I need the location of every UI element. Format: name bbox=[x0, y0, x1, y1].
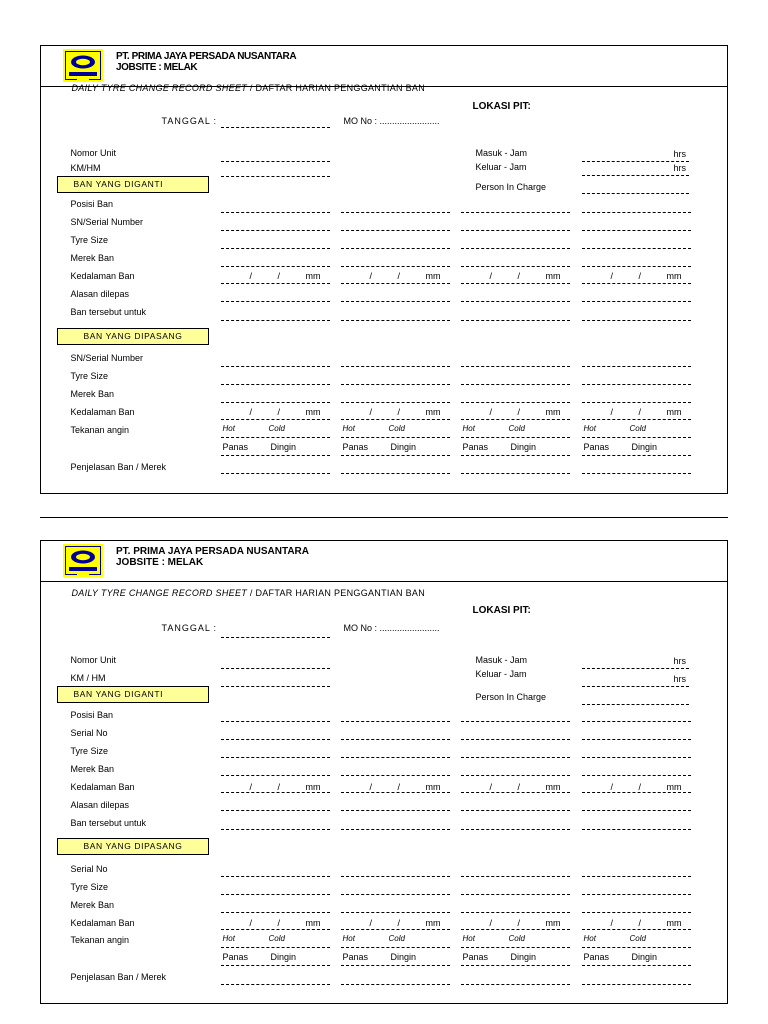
installed-depth-slash-2-col-2: / bbox=[397, 406, 401, 417]
panas-dingin-field-col-1[interactable] bbox=[221, 965, 330, 966]
panas-label-col-2: Panas bbox=[342, 951, 369, 962]
removed-depth-slash-1-col-2: / bbox=[369, 270, 373, 281]
removed-merek-ban-label: Merek Ban bbox=[70, 763, 115, 774]
keluar-jam-label: Keluar - Jam bbox=[475, 668, 527, 679]
masuk-jam-field[interactable] bbox=[582, 668, 689, 669]
installed-serial-number-label: SN/Serial Number bbox=[70, 352, 144, 363]
installed-depth-slash-1-col-3: / bbox=[489, 917, 493, 928]
lokasi-pit-label: LOKASI PIT: bbox=[472, 604, 531, 616]
hot-label-col-2: Hot bbox=[342, 423, 355, 433]
removed-merek-ban-label: Merek Ban bbox=[70, 252, 115, 263]
installed-tyre-size-label: Tyre Size bbox=[70, 881, 109, 892]
tyre-change-form bbox=[40, 540, 728, 1004]
tekanan-angin-field-col-4[interactable] bbox=[582, 947, 691, 948]
posisi-ban-field-col-1[interactable] bbox=[221, 212, 330, 213]
removed-serial-number-field-col-3[interactable] bbox=[461, 230, 570, 231]
removed-tyre-size-field-col-3[interactable] bbox=[461, 248, 570, 249]
form-header bbox=[41, 46, 727, 87]
alasan-dilepas-field-col-3[interactable] bbox=[461, 301, 570, 302]
installed-depth-mm-unit-col-4: mm bbox=[666, 917, 682, 928]
ban-tersebut-untuk-field-col-1[interactable] bbox=[221, 320, 330, 321]
panas-dingin-field-col-2[interactable] bbox=[341, 455, 450, 456]
dingin-label-col-1: Dingin bbox=[270, 951, 297, 962]
posisi-ban-field-col-4[interactable] bbox=[582, 212, 691, 213]
installed-depth-mm-unit-col-1: mm bbox=[305, 406, 321, 417]
hot-label-col-4: Hot bbox=[583, 423, 596, 433]
removed-tyre-size-field-col-2[interactable] bbox=[341, 248, 450, 249]
installed-serial-number-field-col-2[interactable] bbox=[341, 366, 450, 367]
installed-tyre-size-field-col-1[interactable] bbox=[221, 384, 330, 385]
dingin-label-col-2: Dingin bbox=[390, 951, 417, 962]
installed-merek-ban-label: Merek Ban bbox=[70, 388, 115, 399]
subtitle-english: DAILY TYRE CHANGE RECORD SHEET bbox=[71, 587, 248, 598]
keluar-jam-field[interactable] bbox=[582, 686, 689, 687]
dingin-label-col-3: Dingin bbox=[510, 441, 537, 452]
keluar-jam-label: Keluar - Jam bbox=[475, 161, 527, 172]
nomor-unit-field[interactable] bbox=[221, 161, 330, 162]
alasan-dilepas-field-col-1[interactable] bbox=[221, 301, 330, 302]
km-hm-field[interactable] bbox=[221, 686, 330, 687]
penjelasan-ban-merek-label: Penjelasan Ban / Merek bbox=[70, 971, 167, 982]
installed-merek-ban-field-col-1[interactable] bbox=[221, 912, 330, 913]
ban-tersebut-untuk-field-col-3[interactable] bbox=[461, 829, 570, 830]
mo-number-field[interactable]: MO No : ........................ bbox=[343, 115, 440, 126]
alasan-dilepas-field-col-2[interactable] bbox=[341, 810, 450, 811]
installed-serial-number-label: Serial No bbox=[70, 863, 108, 874]
installed-kedalaman-ban-field-col-4[interactable] bbox=[582, 929, 691, 930]
company-info bbox=[116, 546, 309, 568]
posisi-ban-field-col-2[interactable] bbox=[341, 212, 450, 213]
form-header bbox=[41, 541, 727, 582]
penjelasan-field-col-3[interactable] bbox=[461, 473, 570, 474]
tekanan-angin-field-col-3[interactable] bbox=[461, 437, 570, 438]
installed-depth-slash-1-col-2: / bbox=[369, 406, 373, 417]
removed-depth-slash-2-col-1: / bbox=[277, 781, 281, 792]
panas-label-col-4: Panas bbox=[583, 951, 610, 962]
panas-dingin-field-col-2[interactable] bbox=[341, 965, 450, 966]
installed-tyre-size-field-col-2[interactable] bbox=[341, 894, 450, 895]
tekanan-angin-field-col-2[interactable] bbox=[341, 947, 450, 948]
removed-depth-slash-1-col-4: / bbox=[610, 781, 614, 792]
posisi-ban-label: Posisi Ban bbox=[70, 198, 114, 209]
installed-merek-ban-field-col-2[interactable] bbox=[341, 912, 450, 913]
installed-tyre-size-label: Tyre Size bbox=[70, 370, 109, 381]
alasan-dilepas-field-col-4[interactable] bbox=[582, 810, 691, 811]
dingin-label-col-4: Dingin bbox=[631, 951, 658, 962]
removed-merek-ban-field-col-3[interactable] bbox=[461, 775, 570, 776]
removed-kedalaman-ban-label: Kedalaman Ban bbox=[70, 781, 135, 792]
cold-label-col-1: Cold bbox=[268, 423, 285, 433]
removed-kedalaman-ban-field-col-1[interactable] bbox=[221, 283, 330, 284]
removed-serial-number-field-col-4[interactable] bbox=[582, 739, 691, 740]
posisi-ban-field-col-3[interactable] bbox=[461, 721, 570, 722]
penjelasan-field-col-3[interactable] bbox=[461, 984, 570, 985]
subtitle-english: DAILY TYRE CHANGE RECORD SHEET bbox=[71, 82, 248, 93]
dingin-label-col-2: Dingin bbox=[390, 441, 417, 452]
removed-merek-ban-field-col-2[interactable] bbox=[341, 266, 450, 267]
removed-depth-slash-1-col-1: / bbox=[249, 270, 253, 281]
lokasi-pit-label: LOKASI PIT: bbox=[472, 100, 531, 112]
panas-label-col-2: Panas bbox=[342, 441, 369, 452]
installed-depth-mm-unit-col-1: mm bbox=[305, 917, 321, 928]
removed-merek-ban-field-col-4[interactable] bbox=[582, 775, 691, 776]
panas-dingin-field-col-1[interactable] bbox=[221, 455, 330, 456]
ban-tersebut-untuk-field-col-1[interactable] bbox=[221, 829, 330, 830]
removed-depth-slash-2-col-3: / bbox=[517, 781, 521, 792]
removed-depth-mm-unit-col-4: mm bbox=[666, 781, 682, 792]
installed-kedalaman-ban-field-col-2[interactable] bbox=[341, 419, 450, 420]
installed-depth-mm-unit-col-4: mm bbox=[666, 406, 682, 417]
removed-depth-slash-1-col-3: / bbox=[489, 270, 493, 281]
subtitle-indonesian: DAFTAR HARIAN PENGGANTIAN BAN bbox=[255, 82, 426, 93]
hot-label-col-2: Hot bbox=[342, 933, 355, 943]
person-in-charge-field[interactable] bbox=[582, 193, 689, 194]
form-subtitle bbox=[72, 83, 426, 93]
subtitle-separator: / bbox=[247, 82, 256, 93]
tyre-change-form bbox=[40, 45, 728, 494]
installed-depth-slash-1-col-3: / bbox=[489, 406, 493, 417]
installed-kedalaman-ban-field-col-1[interactable] bbox=[221, 929, 330, 930]
installed-merek-ban-field-col-2[interactable] bbox=[341, 402, 450, 403]
installed-tyre-size-field-col-4[interactable] bbox=[582, 384, 691, 385]
jobsite: JOBSITE : MELAK bbox=[116, 557, 204, 568]
removed-depth-slash-2-col-2: / bbox=[397, 270, 401, 281]
removed-depth-mm-unit-col-3: mm bbox=[545, 781, 561, 792]
installed-depth-slash-2-col-1: / bbox=[277, 917, 281, 928]
person-in-charge-label: Person In Charge bbox=[475, 181, 547, 192]
removed-depth-slash-2-col-1: / bbox=[277, 270, 281, 281]
removed-depth-slash-1-col-4: / bbox=[610, 270, 614, 281]
installed-serial-number-field-col-1[interactable] bbox=[221, 876, 330, 877]
mo-number-field[interactable]: MO No : ........................ bbox=[343, 622, 440, 633]
cold-label-col-4: Cold bbox=[629, 933, 646, 943]
section-ban-dipasang: BAN YANG DIPASANG bbox=[57, 838, 209, 855]
removed-depth-mm-unit-col-1: mm bbox=[305, 270, 321, 281]
panas-label-col-1: Panas bbox=[222, 441, 249, 452]
removed-depth-slash-1-col-1: / bbox=[249, 781, 253, 792]
company-info bbox=[116, 51, 296, 73]
installed-merek-ban-field-col-4[interactable] bbox=[582, 912, 691, 913]
nomor-unit-field[interactable] bbox=[221, 668, 330, 669]
ban-tersebut-untuk-field-col-4[interactable] bbox=[582, 829, 691, 830]
km-hm-label: KM / HM bbox=[70, 672, 106, 683]
removed-depth-slash-2-col-4: / bbox=[638, 270, 642, 281]
posisi-ban-field-col-1[interactable] bbox=[221, 721, 330, 722]
cold-label-col-2: Cold bbox=[388, 933, 405, 943]
removed-merek-ban-field-col-4[interactable] bbox=[582, 266, 691, 267]
removed-depth-slash-2-col-3: / bbox=[517, 270, 521, 281]
installed-depth-mm-unit-col-3: mm bbox=[545, 406, 561, 417]
installed-merek-ban-field-col-3[interactable] bbox=[461, 402, 570, 403]
cold-label-col-3: Cold bbox=[508, 423, 525, 433]
tanggal-colon: : bbox=[213, 115, 217, 126]
penjelasan-field-col-2[interactable] bbox=[341, 473, 450, 474]
installed-merek-ban-field-col-4[interactable] bbox=[582, 402, 691, 403]
cold-label-col-4: Cold bbox=[629, 423, 646, 433]
removed-tyre-size-field-col-3[interactable] bbox=[461, 757, 570, 758]
penjelasan-field-col-2[interactable] bbox=[341, 984, 450, 985]
keluar-jam-field[interactable] bbox=[582, 175, 689, 176]
removed-merek-ban-field-col-2[interactable] bbox=[341, 775, 450, 776]
removed-tyre-size-field-col-4[interactable] bbox=[582, 248, 691, 249]
removed-depth-mm-unit-col-1: mm bbox=[305, 781, 321, 792]
cold-label-col-1: Cold bbox=[268, 933, 285, 943]
removed-depth-slash-2-col-4: / bbox=[638, 781, 642, 792]
masuk-hrs-unit: hrs bbox=[673, 148, 687, 159]
ban-tersebut-untuk-field-col-4[interactable] bbox=[582, 320, 691, 321]
alasan-dilepas-field-col-2[interactable] bbox=[341, 301, 450, 302]
dingin-label-col-4: Dingin bbox=[631, 441, 658, 452]
installed-depth-slash-1-col-1: / bbox=[249, 917, 253, 928]
removed-tyre-size-field-col-2[interactable] bbox=[341, 757, 450, 758]
removed-kedalaman-ban-field-col-2[interactable] bbox=[341, 283, 450, 284]
penjelasan-field-col-1[interactable] bbox=[221, 473, 330, 474]
subtitle-separator: / bbox=[247, 587, 256, 598]
installed-kedalaman-ban-field-col-2[interactable] bbox=[341, 929, 450, 930]
removed-serial-number-field-col-2[interactable] bbox=[341, 739, 450, 740]
installed-kedalaman-ban-field-col-1[interactable] bbox=[221, 419, 330, 420]
removed-depth-slash-1-col-2: / bbox=[369, 781, 373, 792]
installed-tyre-size-field-col-3[interactable] bbox=[461, 894, 570, 895]
alasan-dilepas-label: Alasan dilepas bbox=[70, 799, 130, 810]
masuk-jam-label: Masuk - Jam bbox=[475, 147, 528, 158]
removed-serial-number-field-col-2[interactable] bbox=[341, 230, 450, 231]
section-ban-diganti: BAN YANG DIGANTI bbox=[57, 176, 209, 193]
installed-depth-slash-1-col-4: / bbox=[610, 917, 614, 928]
hot-label-col-1: Hot bbox=[222, 423, 235, 433]
installed-depth-slash-2-col-4: / bbox=[638, 406, 642, 417]
installed-serial-number-field-col-4[interactable] bbox=[582, 366, 691, 367]
installed-serial-number-field-col-1[interactable] bbox=[221, 366, 330, 367]
removed-depth-slash-1-col-3: / bbox=[489, 781, 493, 792]
cold-label-col-3: Cold bbox=[508, 933, 525, 943]
installed-kedalaman-ban-field-col-3[interactable] bbox=[461, 929, 570, 930]
installed-merek-ban-field-col-3[interactable] bbox=[461, 912, 570, 913]
installed-depth-slash-2-col-3: / bbox=[517, 406, 521, 417]
installed-tyre-size-field-col-4[interactable] bbox=[582, 894, 691, 895]
person-in-charge-label: Person In Charge bbox=[475, 691, 547, 702]
section-ban-diganti: BAN YANG DIGANTI bbox=[57, 686, 209, 703]
tekanan-angin-label: Tekanan angin bbox=[70, 934, 130, 945]
jobsite: JOBSITE : MELAK bbox=[116, 62, 198, 73]
tekanan-angin-field-col-1[interactable] bbox=[221, 947, 330, 948]
km-hm-field[interactable] bbox=[221, 176, 330, 177]
form-divider-line bbox=[40, 517, 728, 518]
ban-tersebut-untuk-field-col-2[interactable] bbox=[341, 829, 450, 830]
removed-serial-number-field-col-1[interactable] bbox=[221, 230, 330, 231]
nomor-unit-label: Nomor Unit bbox=[70, 147, 117, 158]
penjelasan-field-col-1[interactable] bbox=[221, 984, 330, 985]
masuk-jam-label: Masuk - Jam bbox=[475, 654, 528, 665]
removed-tyre-size-label: Tyre Size bbox=[70, 745, 109, 756]
panas-dingin-field-col-4[interactable] bbox=[582, 455, 691, 456]
hot-label-col-1: Hot bbox=[222, 933, 235, 943]
penjelasan-field-col-4[interactable] bbox=[582, 473, 691, 474]
removed-kedalaman-ban-field-col-3[interactable] bbox=[461, 283, 570, 284]
company-name: PT. PRIMA JAYA PERSADA NUSANTARA bbox=[116, 546, 309, 557]
dingin-label-col-1: Dingin bbox=[270, 441, 297, 452]
installed-depth-mm-unit-col-2: mm bbox=[425, 406, 441, 417]
keluar-hrs-unit: hrs bbox=[673, 673, 687, 684]
panas-label-col-4: Panas bbox=[583, 441, 610, 452]
panas-label-col-3: Panas bbox=[462, 441, 489, 452]
removed-depth-mm-unit-col-2: mm bbox=[425, 781, 441, 792]
posisi-ban-field-col-4[interactable] bbox=[582, 721, 691, 722]
removed-kedalaman-ban-label: Kedalaman Ban bbox=[70, 270, 135, 281]
cold-label-col-2: Cold bbox=[388, 423, 405, 433]
removed-depth-mm-unit-col-3: mm bbox=[545, 270, 561, 281]
posisi-ban-label: Posisi Ban bbox=[70, 709, 114, 720]
tanggal-label: TANGGAL bbox=[161, 622, 211, 633]
company-name: PT. PRIMA JAYA PERSADA NUSANTARA bbox=[116, 51, 297, 62]
removed-merek-ban-field-col-1[interactable] bbox=[221, 266, 330, 267]
tekanan-angin-field-col-4[interactable] bbox=[582, 437, 691, 438]
tekanan-angin-field-col-1[interactable] bbox=[221, 437, 330, 438]
removed-kedalaman-ban-field-col-4[interactable] bbox=[582, 283, 691, 284]
alasan-dilepas-field-col-1[interactable] bbox=[221, 810, 330, 811]
installed-merek-ban-field-col-1[interactable] bbox=[221, 402, 330, 403]
penjelasan-ban-merek-label: Penjelasan Ban / Merek bbox=[70, 461, 167, 472]
alasan-dilepas-field-col-4[interactable] bbox=[582, 301, 691, 302]
removed-serial-number-field-col-4[interactable] bbox=[582, 230, 691, 231]
hot-label-col-3: Hot bbox=[462, 423, 475, 433]
ban-tersebut-untuk-field-col-3[interactable] bbox=[461, 320, 570, 321]
removed-tyre-size-field-col-4[interactable] bbox=[582, 757, 691, 758]
installed-serial-number-field-col-2[interactable] bbox=[341, 876, 450, 877]
removed-serial-number-field-col-3[interactable] bbox=[461, 739, 570, 740]
installed-depth-slash-1-col-4: / bbox=[610, 406, 614, 417]
removed-depth-mm-unit-col-2: mm bbox=[425, 270, 441, 281]
installed-serial-number-field-col-3[interactable] bbox=[461, 366, 570, 367]
hot-label-col-3: Hot bbox=[462, 933, 475, 943]
ban-tersebut-untuk-label: Ban tersebut untuk bbox=[70, 306, 147, 317]
section-ban-dipasang: BAN YANG DIPASANG bbox=[57, 328, 209, 345]
hot-label-col-4: Hot bbox=[583, 933, 596, 943]
panas-dingin-field-col-4[interactable] bbox=[582, 965, 691, 966]
installed-depth-slash-2-col-3: / bbox=[517, 917, 521, 928]
company-logo-icon bbox=[63, 544, 103, 577]
removed-serial-number-label: SN/Serial Number bbox=[70, 216, 144, 227]
form-subtitle bbox=[72, 588, 426, 598]
removed-serial-number-label: Serial No bbox=[70, 727, 108, 738]
panas-dingin-field-col-3[interactable] bbox=[461, 455, 570, 456]
tekanan-angin-field-col-2[interactable] bbox=[341, 437, 450, 438]
installed-tyre-size-field-col-1[interactable] bbox=[221, 894, 330, 895]
keluar-hrs-unit: hrs bbox=[673, 162, 687, 173]
installed-depth-slash-2-col-4: / bbox=[638, 917, 642, 928]
tanggal-field[interactable] bbox=[221, 637, 330, 638]
tanggal-colon: : bbox=[213, 622, 217, 633]
removed-serial-number-field-col-1[interactable] bbox=[221, 739, 330, 740]
installed-depth-mm-unit-col-2: mm bbox=[425, 917, 441, 928]
panas-dingin-field-col-3[interactable] bbox=[461, 965, 570, 966]
ban-tersebut-untuk-field-col-2[interactable] bbox=[341, 320, 450, 321]
removed-merek-ban-field-col-1[interactable] bbox=[221, 775, 330, 776]
removed-depth-slash-2-col-2: / bbox=[397, 781, 401, 792]
alasan-dilepas-label: Alasan dilepas bbox=[70, 288, 130, 299]
removed-tyre-size-field-col-1[interactable] bbox=[221, 757, 330, 758]
ban-tersebut-untuk-label: Ban tersebut untuk bbox=[70, 817, 147, 828]
installed-depth-slash-2-col-2: / bbox=[397, 917, 401, 928]
alasan-dilepas-field-col-3[interactable] bbox=[461, 810, 570, 811]
company-logo-icon bbox=[63, 49, 103, 82]
installed-kedalaman-ban-label: Kedalaman Ban bbox=[70, 917, 135, 928]
masuk-jam-field[interactable] bbox=[582, 161, 689, 162]
panas-label-col-3: Panas bbox=[462, 951, 489, 962]
nomor-unit-label: Nomor Unit bbox=[70, 654, 117, 665]
installed-merek-ban-label: Merek Ban bbox=[70, 899, 115, 910]
installed-kedalaman-ban-field-col-4[interactable] bbox=[582, 419, 691, 420]
tekanan-angin-field-col-3[interactable] bbox=[461, 947, 570, 948]
person-in-charge-field[interactable] bbox=[582, 704, 689, 705]
installed-serial-number-field-col-4[interactable] bbox=[582, 876, 691, 877]
posisi-ban-field-col-3[interactable] bbox=[461, 212, 570, 213]
tekanan-angin-label: Tekanan angin bbox=[70, 424, 130, 435]
posisi-ban-field-col-2[interactable] bbox=[341, 721, 450, 722]
installed-depth-slash-1-col-2: / bbox=[369, 917, 373, 928]
removed-tyre-size-field-col-1[interactable] bbox=[221, 248, 330, 249]
installed-depth-slash-1-col-1: / bbox=[249, 406, 253, 417]
installed-kedalaman-ban-field-col-3[interactable] bbox=[461, 419, 570, 420]
tanggal-field[interactable] bbox=[221, 127, 330, 128]
penjelasan-field-col-4[interactable] bbox=[582, 984, 691, 985]
installed-depth-mm-unit-col-3: mm bbox=[545, 917, 561, 928]
installed-serial-number-field-col-3[interactable] bbox=[461, 876, 570, 877]
installed-depth-slash-2-col-1: / bbox=[277, 406, 281, 417]
dingin-label-col-3: Dingin bbox=[510, 951, 537, 962]
installed-kedalaman-ban-label: Kedalaman Ban bbox=[70, 406, 135, 417]
removed-tyre-size-label: Tyre Size bbox=[70, 234, 109, 245]
km-hm-label: KM/HM bbox=[70, 162, 101, 173]
installed-tyre-size-field-col-2[interactable] bbox=[341, 384, 450, 385]
masuk-hrs-unit: hrs bbox=[673, 655, 687, 666]
removed-merek-ban-field-col-3[interactable] bbox=[461, 266, 570, 267]
subtitle-indonesian: DAFTAR HARIAN PENGGANTIAN BAN bbox=[255, 587, 426, 598]
installed-tyre-size-field-col-3[interactable] bbox=[461, 384, 570, 385]
removed-depth-mm-unit-col-4: mm bbox=[666, 270, 682, 281]
tanggal-label: TANGGAL bbox=[161, 115, 211, 126]
panas-label-col-1: Panas bbox=[222, 951, 249, 962]
